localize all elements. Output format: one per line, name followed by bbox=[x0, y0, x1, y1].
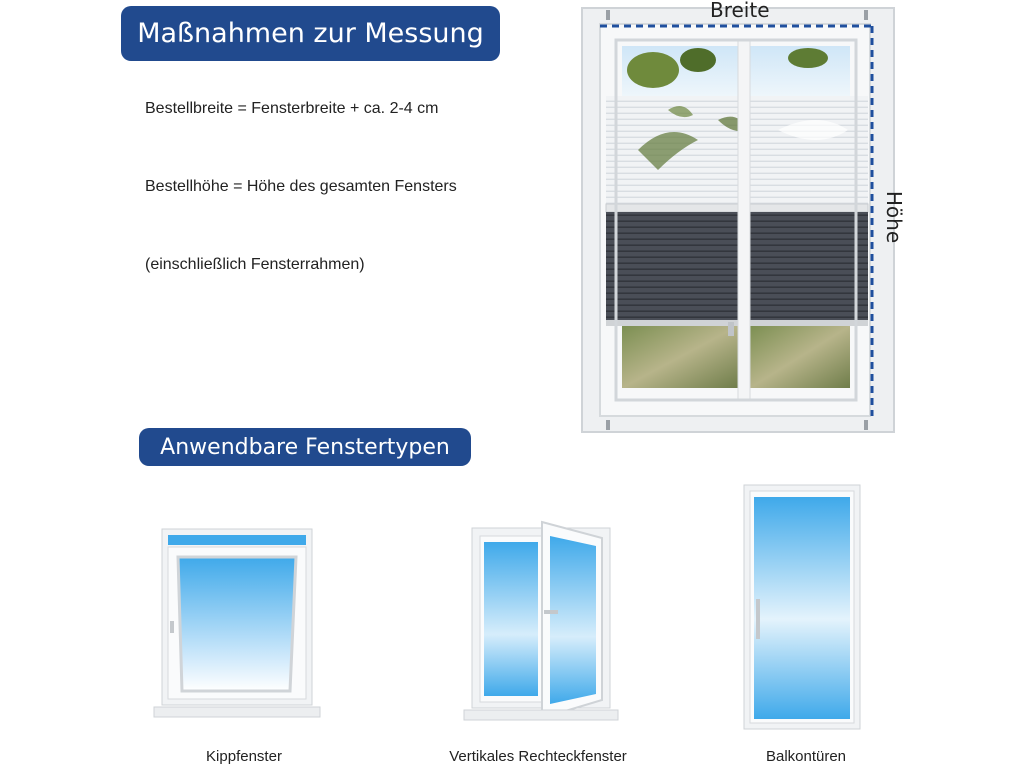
pleated-blind-window-illustration bbox=[578, 0, 898, 440]
frame-included-note: (einschließlich Fensterrahmen) bbox=[145, 256, 365, 273]
measurement-title: Maßnahmen zur Messung bbox=[121, 6, 500, 61]
caption-tilt-window: Kippfenster bbox=[206, 748, 282, 765]
casement-window-icon bbox=[462, 514, 622, 722]
order-width-rule: Bestellbreite = Fensterbreite + ca. 2-4 cm bbox=[145, 100, 439, 117]
caption-balcony-door: Balkontüren bbox=[765, 748, 847, 765]
balcony-door-icon bbox=[740, 483, 864, 731]
height-label: Höhe bbox=[882, 190, 907, 244]
window-types-title: Anwendbare Fenstertypen bbox=[139, 428, 471, 466]
order-height-rule: Bestellhöhe = Höhe des gesamten Fensters bbox=[145, 178, 457, 195]
caption-casement-window: Vertikales Rechteckfenster bbox=[449, 748, 627, 765]
width-label: Breite bbox=[710, 0, 770, 22]
tilt-window-icon bbox=[150, 525, 322, 725]
